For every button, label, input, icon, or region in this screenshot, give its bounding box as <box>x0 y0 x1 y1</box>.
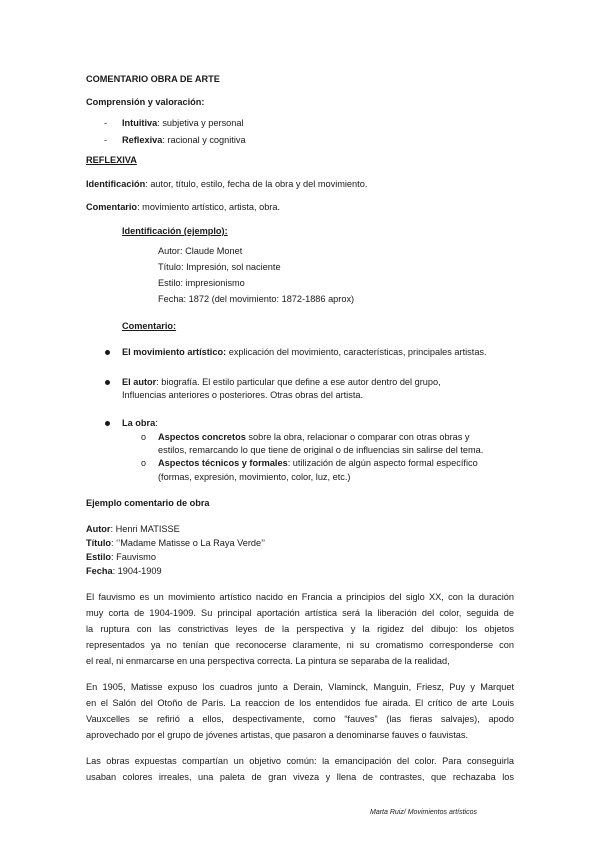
paragraph-line: aprovechado por el grupo de jóvenes artistas, que pasaron a denominarse fauves o fauvistas. <box>86 730 469 740</box>
comentario-line <box>86 201 280 214</box>
paragraph-line: Las obras expuestas compartían un objetivo común: la emancipación del color. Para conseguirla <box>86 756 514 766</box>
page-footer: Marta Ruiz/ Movimientos artísticos <box>370 809 477 816</box>
reflexiva-heading: REFLEXIVA <box>86 155 137 165</box>
ejemplo-line-fecha: Fecha: 1872 (del movimiento: 1872-1886 aprox) <box>158 294 355 304</box>
movimiento-text: explicación del movimiento, características, principales artistas. <box>226 347 487 357</box>
tecnicos-line-2: (formas, expresión, movimiento, color, luz, etc.) <box>158 472 351 482</box>
comentario-heading: Comentario: <box>122 321 177 331</box>
obra-colon: : <box>155 418 158 428</box>
obra-titulo-value: : ‘’Madame Matisse o La Raya Verde’’ <box>111 538 266 548</box>
ejemplo-line-titulo: Título: Impresión, sol naciente <box>158 262 281 272</box>
item-label: Reflexiva <box>122 135 163 145</box>
paragraph-line: Vauxcelles se refirió a ellos, despectivamente, como “fauves” (las fieras salvajes), apodo <box>86 714 514 724</box>
paragraph-line: El fauvismo es un movimiento artístico nacido en Francia a principios del siglo XX, con la duración <box>86 592 514 602</box>
autor-text: : biografía. El estilo particular que define a ese autor dentro del grupo, <box>156 377 441 387</box>
paragraph-line: usaban colores irreales, una paleta de gran viveza y llena de contrastes, que rechazaba los <box>86 772 514 782</box>
comentario-label: Comentario <box>86 202 138 212</box>
obra-fecha-label: Fecha <box>86 566 113 576</box>
disc-bullet <box>105 350 110 355</box>
concretos-line-1 <box>158 431 470 444</box>
obra-fecha-value: : 1904-1909 <box>112 566 162 576</box>
obra-titulo-line <box>86 537 265 550</box>
obra-autor-line <box>86 523 180 536</box>
tecnicos-line-1 <box>158 457 478 470</box>
page-title: COMENTARIO OBRA DE ARTE <box>86 74 220 84</box>
obra-titulo-label: Título <box>86 538 112 548</box>
ejemplo-obra-heading: Ejemplo comentario de obra <box>86 498 210 508</box>
comprension-heading: Comprensión y valoración: <box>86 97 205 107</box>
list-item-intuitiva <box>122 117 244 130</box>
movimiento-label: El movimiento artístico: <box>122 347 227 357</box>
autor-label: El autor <box>122 377 157 387</box>
dash-bullet: - <box>104 118 108 128</box>
ejemplo-line-estilo: Estilo: impresionismo <box>158 278 245 288</box>
paragraph-line: la ruptura con las constrictivas leyes de la perspectiva y la rigidez del dibujo: los objetos <box>86 624 514 634</box>
concretos-text: sobre la obra, relacionar o comparar con otras obras y <box>245 432 470 442</box>
tecnicos-label: Aspectos técnicos y formales <box>158 458 288 468</box>
list-item-reflexiva <box>122 134 246 147</box>
autor-line-1 <box>122 376 441 389</box>
comentario-text: : movimiento artístico, artista, obra. <box>137 202 281 212</box>
paragraph-line: el real, ni enmarcarse en una perspectiva correcta. La pintura se separaba de la realidad, <box>86 656 450 666</box>
identificacion-line <box>86 178 367 191</box>
paragraph-line: En 1905, Matisse expuso los cuadros junto a Derain, Vlaminck, Manguin, Friesz, Puy y Marquet <box>86 682 514 692</box>
item-text: : racional y cognitiva <box>162 135 246 145</box>
obra-autor-label: Autor <box>86 524 111 534</box>
paragraph-line: muy corta de 1904-1909. Su principal aportación artística será la liberación del color, seguida de <box>86 608 514 618</box>
identificacion-ejemplo-heading: Identificación (ejemplo): <box>122 226 228 236</box>
tecnicos-text: : utilización de algún aspecto formal específico <box>287 458 478 468</box>
obra-line <box>122 417 158 430</box>
item-text: : subjetiva y personal <box>157 118 244 128</box>
identificacion-text: : autor, título, estilo, fecha de la obra y del movimiento. <box>145 179 368 189</box>
obra-autor-value: : Henri MATISSE <box>110 524 180 534</box>
obra-label: La obra <box>122 418 156 428</box>
item-label: Intuitiva <box>122 118 158 128</box>
dash-bullet: - <box>104 135 108 145</box>
disc-bullet <box>105 421 110 426</box>
obra-estilo-label: Estilo <box>86 552 112 562</box>
circle-bullet: o <box>141 458 147 468</box>
autor-line-2: Influencias anteriores o posteriores. Otras obras del artista. <box>122 390 364 400</box>
identificacion-label: Identificación <box>86 179 146 189</box>
circle-bullet: o <box>141 432 147 442</box>
paragraph-line: en el Salón del Otoño de París. La reaccion de los entendidos fue airada. El crítico de arte Louis <box>86 698 514 708</box>
obra-fecha-line <box>86 565 162 578</box>
ejemplo-line-autor: Autor: Claude Monet <box>158 246 243 256</box>
paragraph-line: representados ya no tenían que reconocerse claramente, ni su cromatismo corresponderse con <box>86 640 514 650</box>
concretos-line-2: estilos, remarcando lo que tiene de original o de influencias sin salirse del tema. <box>158 445 484 455</box>
movimiento-line <box>122 346 487 359</box>
concretos-label: Aspectos concretos <box>158 432 246 442</box>
obra-estilo-value: : Fauvismo <box>111 552 156 562</box>
disc-bullet <box>105 380 110 385</box>
obra-estilo-line <box>86 551 156 564</box>
